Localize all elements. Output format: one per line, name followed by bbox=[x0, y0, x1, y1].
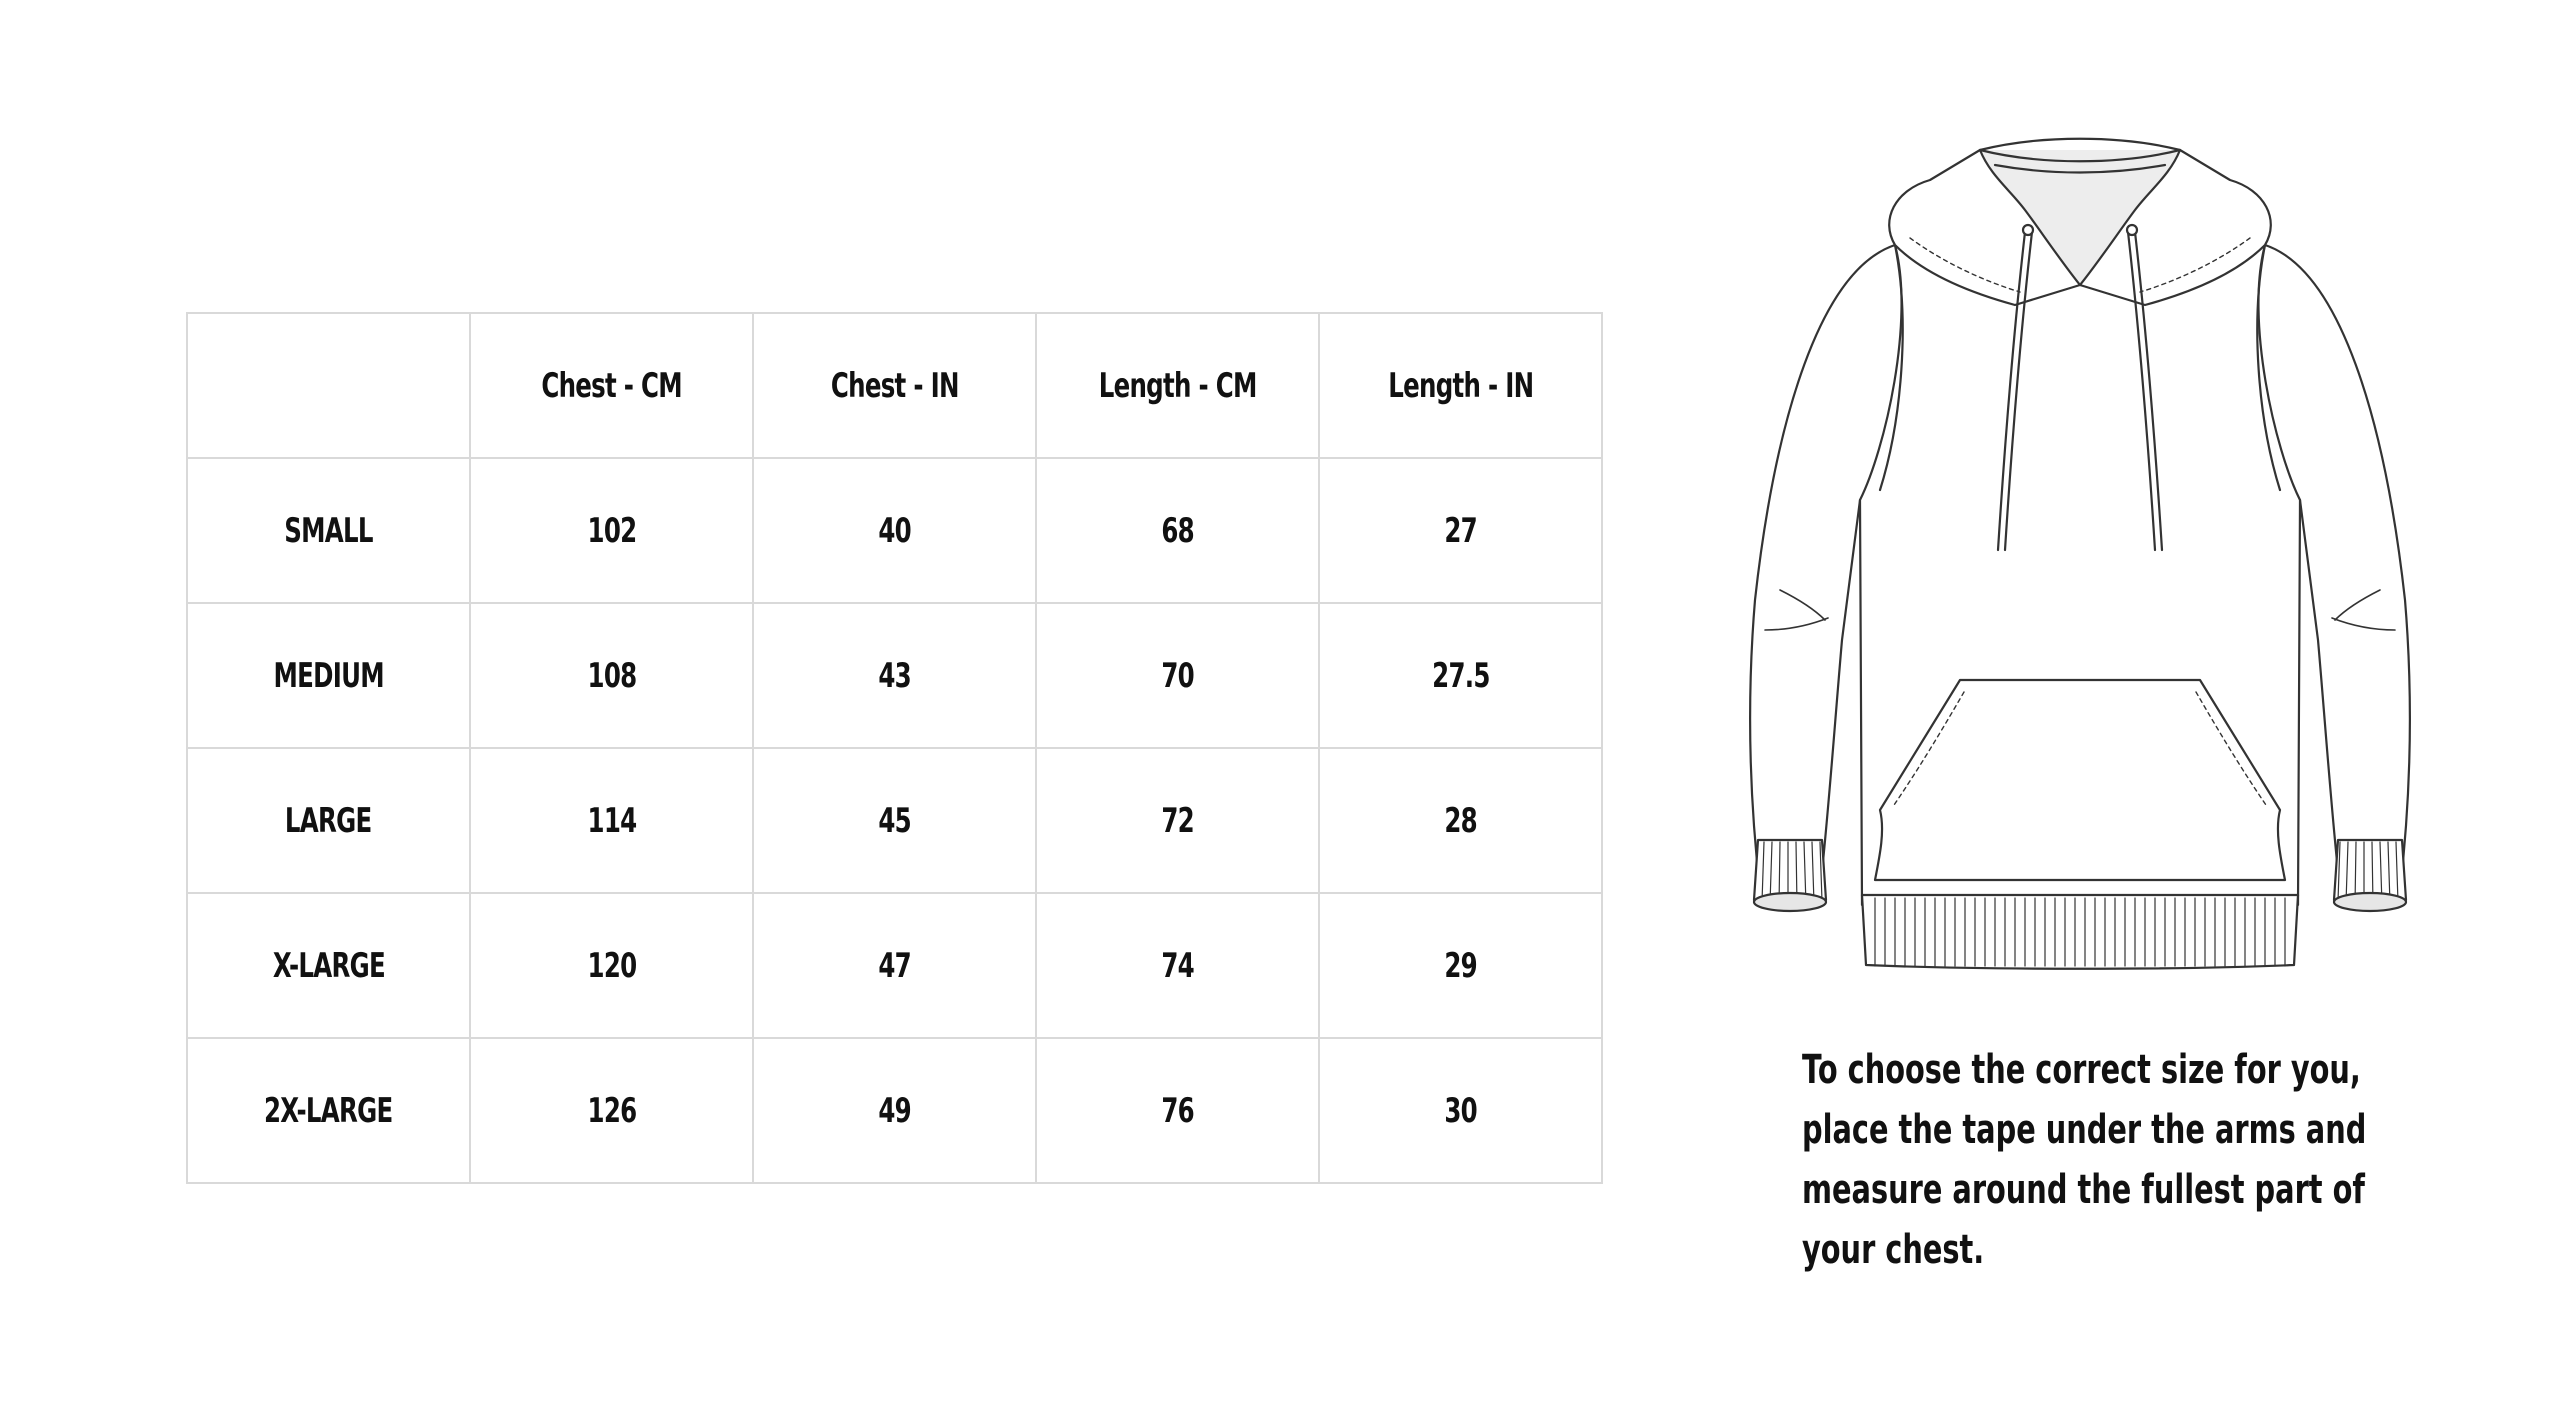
table-row bbox=[187, 1038, 1602, 1183]
size-label-cell: X-LARGE bbox=[187, 893, 470, 1038]
instruction-line: measure around the fullest part of bbox=[1802, 1167, 2365, 1213]
table-cell: 74 bbox=[1036, 893, 1319, 1038]
size-label-cell: 2X-LARGE bbox=[187, 1038, 470, 1183]
instruction-line: place the tape under the arms and bbox=[1802, 1107, 2367, 1153]
table-row bbox=[187, 748, 1602, 893]
table-cell: 30 bbox=[1319, 1038, 1602, 1183]
instruction-line: To choose the correct size for you, bbox=[1802, 1047, 2361, 1093]
table-cell: 45 bbox=[753, 748, 1036, 893]
sizing-instructions bbox=[1802, 1040, 2367, 1280]
table-cell: 76 bbox=[1036, 1038, 1319, 1183]
table-cell: 49 bbox=[753, 1038, 1036, 1183]
table-row bbox=[187, 458, 1602, 603]
header-cell-chest-cm: Chest - CM bbox=[470, 313, 753, 458]
table-cell: 43 bbox=[753, 603, 1036, 748]
table-cell: 114 bbox=[470, 748, 753, 893]
header-cell-empty bbox=[187, 313, 470, 458]
table-cell: 108 bbox=[470, 603, 753, 748]
size-label-cell: LARGE bbox=[187, 748, 470, 893]
header-cell-chest-in: Chest - IN bbox=[753, 313, 1036, 458]
table-cell: 102 bbox=[470, 458, 753, 603]
header-cell-length-in: Length - IN bbox=[1319, 313, 1602, 458]
table-cell: 27.5 bbox=[1319, 603, 1602, 748]
size-chart-table bbox=[186, 312, 1603, 1184]
table-cell: 29 bbox=[1319, 893, 1602, 1038]
size-label-cell: MEDIUM bbox=[187, 603, 470, 748]
table-header-row bbox=[187, 313, 1602, 458]
table-cell: 120 bbox=[470, 893, 753, 1038]
table-cell: 47 bbox=[753, 893, 1036, 1038]
table-cell: 70 bbox=[1036, 603, 1319, 748]
table-cell: 40 bbox=[753, 458, 1036, 603]
table-row bbox=[187, 893, 1602, 1038]
table-row bbox=[187, 603, 1602, 748]
size-label-cell: SMALL bbox=[187, 458, 470, 603]
hoodie-illustration-icon bbox=[1680, 120, 2480, 980]
header-cell-length-cm: Length - CM bbox=[1036, 313, 1319, 458]
instruction-line: your chest. bbox=[1802, 1227, 1985, 1273]
table-cell: 68 bbox=[1036, 458, 1319, 603]
table-cell: 28 bbox=[1319, 748, 1602, 893]
table-cell: 126 bbox=[470, 1038, 753, 1183]
table-cell: 27 bbox=[1319, 458, 1602, 603]
table-cell: 72 bbox=[1036, 748, 1319, 893]
